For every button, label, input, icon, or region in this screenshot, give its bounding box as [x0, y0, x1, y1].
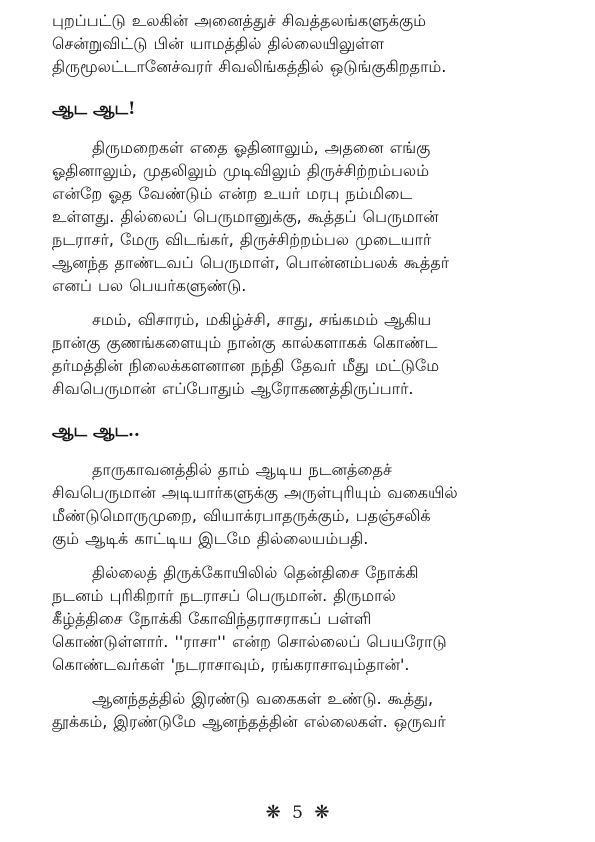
text-line: தூக்கம், இரண்டுமே ஆனந்தத்தின் எல்லைகள். ஒருவர்	[52, 712, 446, 731]
text-line: சிவபெருமான் எப்போதும் ஆரோகணத்திருப்பார்.	[52, 379, 414, 398]
text-line: சிவபெருமான் அடியார்களுக்கு அருள்புரியும் வகையில்	[52, 483, 458, 502]
text-line: ஆனந்த தாண்டவப் பெருமாள், பொன்னம்பலக் கூத்தர்	[52, 253, 450, 272]
text-line: சென்றுவிட்டு பின் யாமத்தில் தில்லையிலுள்ள	[52, 34, 385, 53]
text-line: நான்கு குணங்களையும் நான்கு கால்களாகக் கொண்ட	[52, 333, 438, 352]
text-line: கும் ஆடிக் காட்டிய இடமே தில்லையம்பதி.	[52, 529, 369, 548]
paragraph-tharukavanam	[52, 458, 555, 550]
asterism-icon: ❋	[314, 802, 330, 823]
paragraph-names	[52, 136, 555, 297]
paragraph-thillai-temple	[52, 561, 555, 676]
text-line: தாருகாவனத்தில் தாம் ஆடிய நடனத்தைச்	[92, 460, 392, 479]
text-line: ஆனந்தத்தில் இரண்டு வகைகள் உண்டு. கூத்து,	[92, 689, 434, 708]
page-footer	[0, 802, 595, 824]
text-line: புறப்பட்டு உலகின் அனைத்துச் சிவத்தலங்களுக்கும்	[52, 11, 426, 30]
text-line: ஓதினாலும், முதலிலும் முடிவிலும் திருச்சிற்றம்பலம்	[52, 161, 430, 180]
text-line: கொண்டுள்ளார். ''ராசா'' என்ற சொல்லைப் பெயரோடு	[52, 632, 447, 651]
section-heading-1: ஆட ஆட!	[52, 99, 136, 119]
paragraph-continuation	[52, 9, 555, 78]
paragraph-nandi	[52, 308, 555, 400]
asterism-icon: ❋	[265, 802, 281, 823]
text-line: நடனம் புரிகிறார் நடராசப் பெருமான். திருமால்	[52, 586, 396, 605]
paragraph-ananda	[52, 687, 555, 733]
text-line: உள்ளது. தில்லைப் பெருமானுக்கு, கூத்தப் பெருமான்	[52, 207, 439, 226]
text-line: என்றே ஓத வேண்டும் என்ற உயர் மரபு நம்மிடை	[52, 184, 413, 203]
text-line: திருமறைகள் எதை ஓதினாலும், அதனை எங்கு	[92, 138, 431, 157]
text-line: மீண்டுமொருமுறை, வியாக்ரபாதருக்கும், பதஞ்சலிக்	[52, 506, 431, 525]
text-line: எனப் பல பெயர்களுண்டு.	[52, 276, 247, 295]
text-line: கொண்டவர்கள் 'நடராசாவும், ரங்கராசாவும்தான்'.	[52, 655, 410, 674]
page-number: 5	[292, 803, 303, 823]
text-line: சமம், விசாரம், மகிழ்ச்சி, சாது, சங்கமம் ஆகிய	[92, 310, 432, 329]
text-line: நடராசர், மேரு விடங்கர், திருச்சிற்றம்பல முடையார்	[52, 230, 432, 249]
text-line: கீழ்த்திசை நோக்கி கோவிந்தராசராகப் பள்ளி	[52, 609, 372, 628]
text-line: தில்லைத் திருக்கோயிலில் தென்திசை நோக்கி	[92, 563, 419, 582]
text-line: திருமூலட்டானேச்வரர் சிவலிங்கத்தில் ஒடுங்குகிறதாம்.	[52, 57, 447, 76]
section-heading-2: ஆட ஆட..	[52, 421, 140, 441]
text-line: தர்மத்தின் நிலைக்களனான நந்தி தேவர் மீது மட்டுமே	[52, 356, 440, 375]
